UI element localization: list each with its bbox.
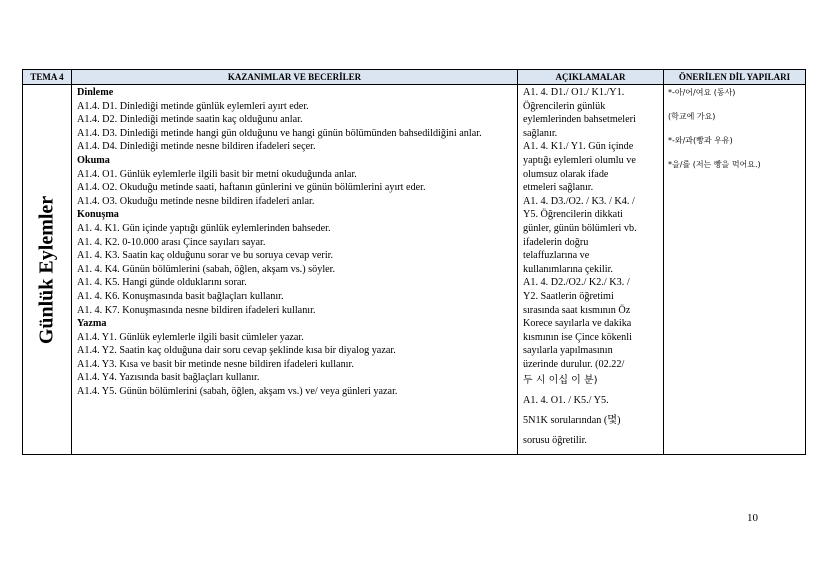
- explanation-line: yaptığı eylemleri olumlu ve: [523, 154, 636, 166]
- explanation-line: A1. 4. K1./ Y1. Gün içinde: [523, 141, 634, 153]
- outcome-item: A1. 4. K4. Günün bölümlerini (sabah, öğlen, akşam vs.) söyler.: [77, 263, 336, 275]
- explanation-line: sayılarla yapılmasının: [523, 345, 613, 357]
- structures-header: ÖNERİLEN DİL YAPILARI: [664, 70, 806, 85]
- header-row: [23, 70, 806, 85]
- explanation-line: telaffuzlarına ve: [523, 250, 590, 262]
- structures-cell: [664, 85, 806, 455]
- outcomes-cell: [72, 85, 518, 455]
- content-row: [23, 85, 806, 455]
- explanations-text: [518, 85, 663, 452]
- explanation-tail: [523, 391, 658, 451]
- structure-item: *-와/과(빵과 우유): [668, 136, 733, 145]
- section-heading: Yazma: [77, 318, 107, 330]
- outcome-item: A1.4. O1. Günlük eylemlerle ilgili basit bir metni okuduğunda anlar.: [77, 168, 357, 180]
- outcome-item: A1. 4. K1. Gün içinde yaptığı günlük eylemlerinden bahseder.: [77, 222, 331, 234]
- outcomes-header: KAZANIMLAR VE BECERİLER: [72, 70, 518, 85]
- section-heading: Dinleme: [77, 87, 114, 98]
- explanation-line: 5N1K sorularından (몇): [523, 415, 621, 427]
- structure-item: *을/를 (저는 빵을 먹어요.): [668, 160, 761, 169]
- outcome-item: A1.4. Y5. Günün bölümlerini (sabah, öğlen, akşam vs.) ve/ veya günleri yazar.: [77, 386, 398, 398]
- explanation-line: A1. 4. D3./O2. / K3. / K4. /: [523, 195, 635, 207]
- outcome-item: A1.4. Y4. Yazısında basit bağlaçları kullanır.: [77, 372, 260, 384]
- explanations-header: AÇIKLAMALAR: [518, 70, 664, 85]
- theme-cell: [23, 85, 72, 455]
- outcome-item: A1. 4. K6. Konuşmasında basit bağlaçları kullanır.: [77, 290, 284, 302]
- explanation-line: A1. 4. O1. / K5./ Y5.: [523, 395, 609, 407]
- curriculum-table: [22, 69, 806, 455]
- outcome-item: A1. 4. K7. Konuşmasında nesne bildiren ifadeleri kullanır.: [77, 304, 316, 316]
- section-heading: Okuma: [77, 154, 110, 166]
- theme-header: TEMA 4: [23, 70, 72, 85]
- explanation-line: Y5. Öğrencilerin dikkati: [523, 209, 623, 221]
- outcome-item: A1.4. D3. Dinlediği metinde hangi gün olduğunu ve hangi günün bölümünden bahsedildiğini anlar.: [77, 127, 482, 139]
- section-heading: Konuşma: [77, 209, 119, 221]
- explanation-line: Öğrencilerin günlük: [523, 100, 606, 112]
- explanation-line: sorusu öğretilir.: [523, 435, 587, 447]
- outcome-item: A1.4. D1. Dinlediği metinde günlük eylemleri ayırt eder.: [77, 100, 309, 112]
- outcome-item: A1.4. O3. Okuduğu metinde nesne bildiren ifadeleri anlar.: [77, 195, 315, 207]
- explanation-line: etmeleri sağlanır.: [523, 182, 594, 194]
- explanation-line: ifadelerin doğru: [523, 236, 589, 248]
- explanation-korean-example: 두 시 이십 이 분): [523, 375, 598, 387]
- explanation-line: üzerinde durulur. (02.22/: [523, 358, 625, 370]
- theme-title: Günlük Eylemler: [35, 195, 58, 344]
- structure-item: (학교에 가요): [668, 112, 716, 121]
- outcome-item: A1.4. Y2. Saatin kaç olduğuna dair soru cevap şeklinde kısa bir diyalog yazar.: [77, 345, 396, 357]
- structure-item: *-아/어/여요 (동사): [668, 88, 736, 97]
- outcome-item: A1. 4. K5. Hangi günde olduklarını sorar.: [77, 277, 247, 289]
- outcome-item: A1.4. O2. Okuduğu metinde saati, haftanın günlerini ve günün bölümlerini ayırt eder.: [77, 182, 426, 194]
- outcomes-list: [72, 85, 517, 400]
- outcome-item: A1.4. Y3. Kısa ve basit bir metinde nesne bildiren ifadeleri kullanır.: [77, 358, 354, 370]
- explanation-line: Korece sayılarla ve dakika: [523, 318, 632, 330]
- outcome-item: A1.4. D2. Dinlediği metinde saatin kaç olduğunu anlar.: [77, 114, 303, 126]
- outcome-item: A1.4. D4. Dinlediği metinde nesne bildiren ifadeleri seçer.: [77, 141, 316, 153]
- explanations-cell: [518, 85, 664, 455]
- outcome-item: A1.4. Y1. Günlük eylemlerle ilgili basit cümleler yazar.: [77, 331, 304, 343]
- explanation-line: A1. 4. D1./ O1./ K1./Y1.: [523, 87, 625, 98]
- page-number: 10: [747, 512, 758, 524]
- explanation-line: A1. 4. D2./O2./ K2./ K3. /: [523, 277, 630, 289]
- explanation-line: sırasında saat kısmının Öz: [523, 304, 631, 316]
- explanation-line: kullanımlarına çekilir.: [523, 263, 613, 275]
- explanation-line: günler, günün bölümleri vb.: [523, 222, 637, 234]
- explanation-line: olumsuz olarak ifade: [523, 168, 609, 180]
- structures-list: [664, 85, 805, 185]
- outcome-item: A1. 4. K3. Saatin kaç olduğunu sorar ve bu soruya cevap verir.: [77, 250, 334, 262]
- explanation-line: eylemlerinden bahsetmeleri: [523, 114, 636, 126]
- explanation-line: sağlanır.: [523, 127, 558, 139]
- explanation-line: kısmının ise Çince kökenli: [523, 331, 632, 343]
- explanation-lines: [523, 86, 658, 371]
- explanation-line: Y2. Saatlerin öğretimi: [523, 290, 614, 302]
- outcome-item: A1. 4. K2. 0-10.000 arası Çince sayıları sayar.: [77, 236, 266, 248]
